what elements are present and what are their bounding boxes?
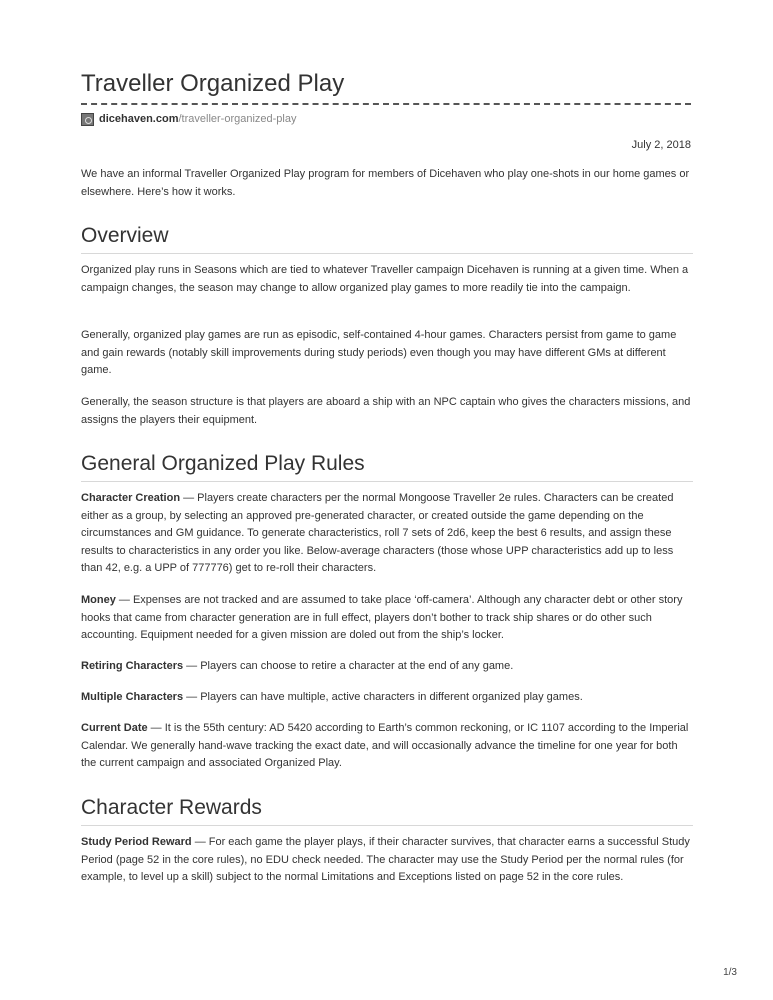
source-domain[interactable]: dicehaven.com (99, 113, 179, 125)
rule-term: Retiring Characters (81, 660, 184, 672)
rule-text: — Players can have multiple, active characters in different organized play games. (183, 691, 583, 703)
reward-text: — For each game the player plays, if their character survives, that character earns a successful Study Period (page 52 in the core rules), no EDU check needed. The character may use the Study Period per the normal rules (for example, to level up a skill) subject to the normal Limitations and Exceptions listed on page 52 in the core rules. (81, 836, 690, 883)
source-path[interactable]: /traveller-organized-play (178, 113, 297, 125)
rule-text: — Players can choose to retire a character at the end of any game. (183, 660, 514, 672)
overview-heading: Overview (81, 224, 169, 247)
reward-study-period (81, 834, 693, 887)
title-divider (81, 103, 691, 105)
intro-paragraph: We have an informal Traveller Organized Play program for members of Dicehaven who play one-shots in our home games or elsewhere. Here’s how it works. (81, 168, 690, 198)
rule-text: — Expenses are not tracked and are assumed to take place ‘off-camera’. Although any character debt or other story hooks that came from character generation are in full effect, players don’t bother to track ship shares or do other such accounting. Equipment needed for a given mission are doled out from the ship’s locker. (81, 594, 683, 641)
page-number: 1/3 (723, 967, 737, 978)
rule-money (81, 592, 693, 645)
publish-date: July 2, 2018 (631, 139, 691, 151)
rule-term: Character Creation (81, 492, 181, 504)
rules-heading: General Organized Play Rules (81, 452, 365, 475)
rule-multiple-characters (81, 689, 693, 707)
rule-term: Multiple Characters (81, 691, 184, 703)
rule-current-date (81, 720, 693, 773)
overview-paragraph-3: Generally, the season structure is that players are aboard a ship with an NPC captain who gives the characters missions, and assigns the players their equipment. (81, 396, 691, 426)
rule-term: Money (81, 594, 116, 606)
rule-text: — It is the 55th century: AD 5420 according to Earth’s common reckoning, or IC 1107 according to the Imperial Calendar. We generally hand-wave tracking the exact date, and will occasionally advance the timeline for one year for both the current campaign and associated Organized Play. (81, 722, 689, 769)
source-link[interactable] (81, 112, 296, 126)
rewards-heading: Character Rewards (81, 796, 262, 819)
rule-retiring-characters (81, 658, 693, 676)
rule-term: Current Date (81, 722, 148, 734)
dicehaven-favicon-icon (81, 113, 94, 126)
page-title: Traveller Organized Play (81, 70, 345, 97)
overview-paragraph-1: Organized play runs in Seasons which are tied to whatever Traveller campaign Dicehaven is running at a given time. When a campaign changes, the season may change to allow organized play games to more readily tie into the campaign. (81, 264, 689, 294)
rewards-divider (81, 825, 693, 826)
rules-divider (81, 481, 693, 482)
rule-character-creation (81, 490, 693, 578)
rule-text: — Players create characters per the normal Mongoose Traveller 2e rules. Characters can be created either as a group, by selecting an approved pre-generated character, or created outside the game depending on the circumstances and GM guidance. To generate characteristics, roll 7 sets of 2d6, keep the best 6 results, and assign these results to characteristics in any order you like. Below-average characters (those whose UPP characteristics add up to less than 42, e.g. a UPP of 777776) get to re-roll their characters. (81, 492, 674, 574)
overview-paragraph-2: Generally, organized play games are run as episodic, self-contained 4-hour games. Characters persist from game to game and gain rewards (notably skill improvements during study periods) even though you may have different GMs at different game. (81, 329, 677, 376)
overview-divider (81, 253, 693, 254)
reward-term: Study Period Reward (81, 836, 192, 848)
